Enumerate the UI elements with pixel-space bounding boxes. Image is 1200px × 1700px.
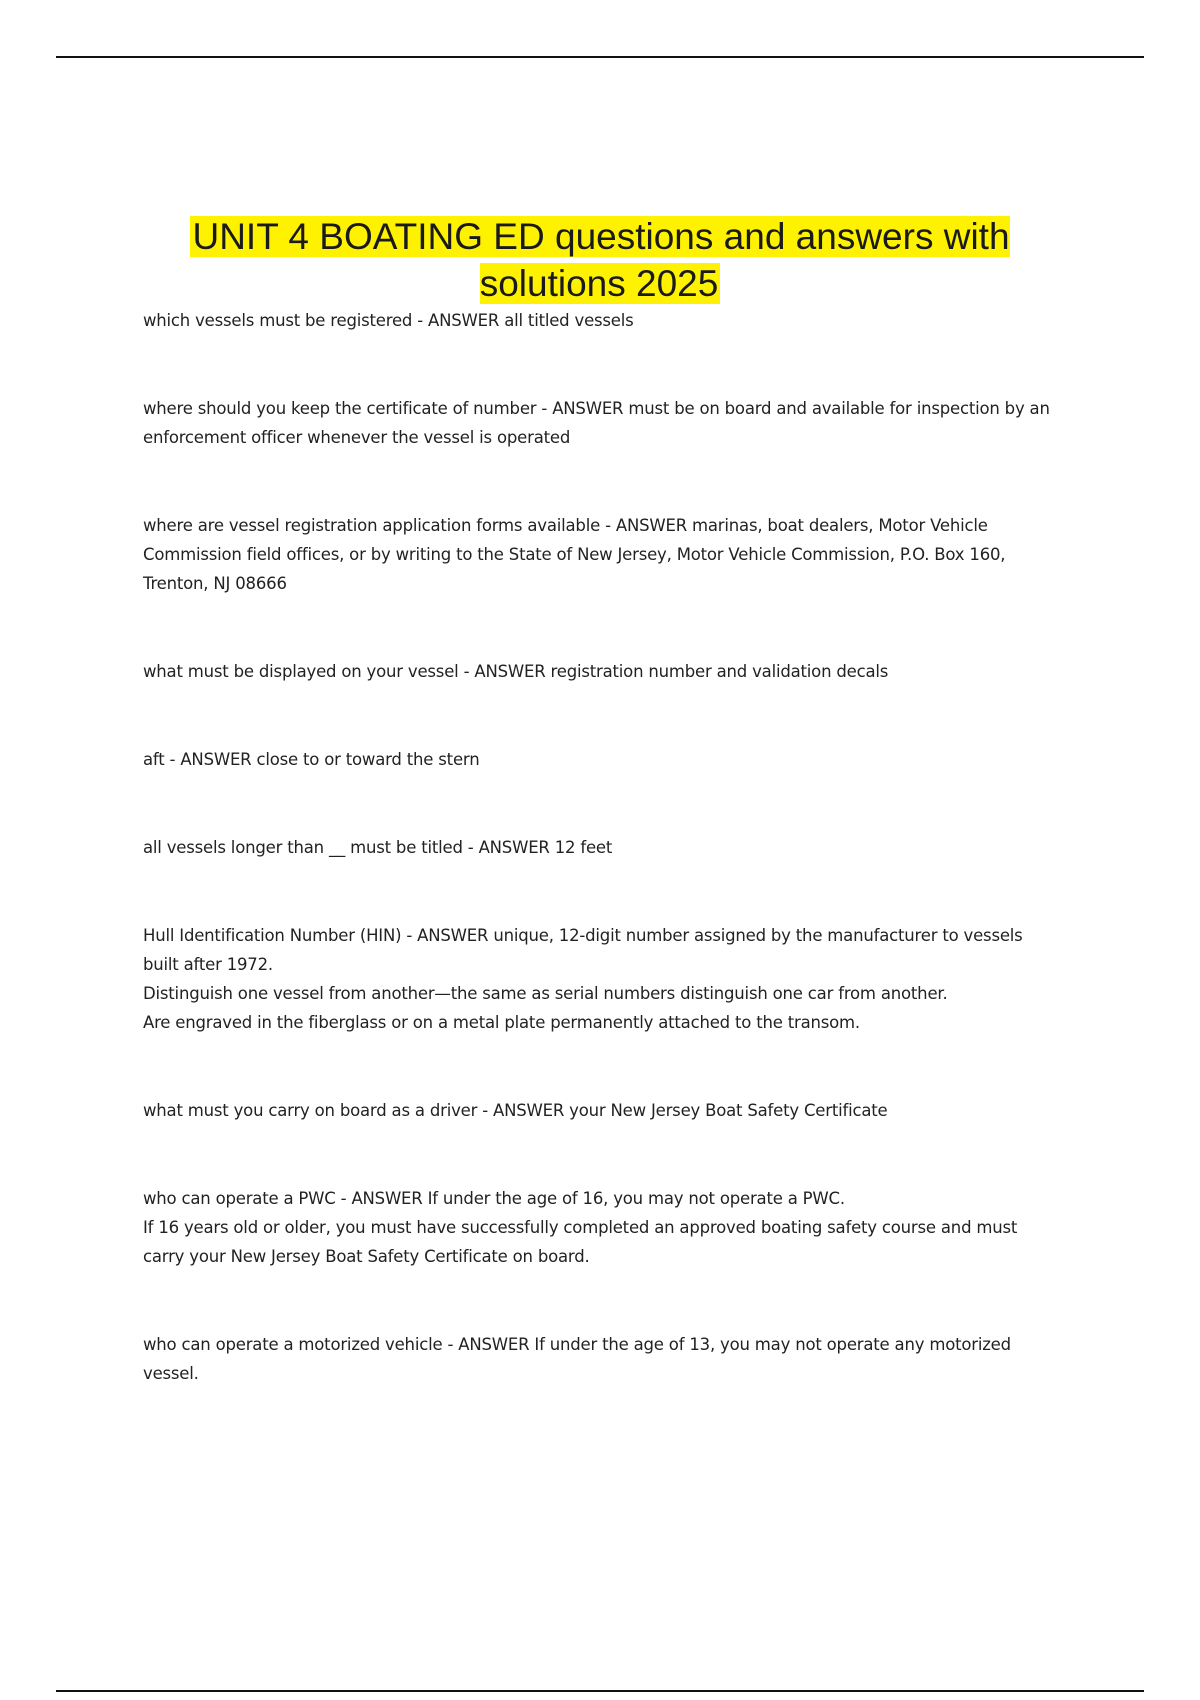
- qa-item-detail: Distinguish one vessel from another—the same as serial numbers distinguish one car from another.: [143, 984, 948, 1003]
- top-rule: [56, 56, 1144, 58]
- qa-item: aft - ANSWER close to or toward the stern: [143, 750, 480, 769]
- qa-item: all vessels longer than __ must be titled - ANSWER 12 feet: [143, 838, 613, 857]
- qa-item-detail: If 16 years old or older, you must have successfully completed an approved boating safety course and must carry your New Jersey Boat Safety Certificate on board.: [143, 1218, 1018, 1266]
- qa-item: where should you keep the certificate of number - ANSWER must be on board and available for inspection by an enforcement officer whenever the vessel is operated: [143, 399, 1050, 447]
- qa-item-detail: Are engraved in the fiberglass or on a metal plate permanently attached to the transom.: [143, 1013, 860, 1032]
- bottom-rule: [56, 1690, 1144, 1692]
- qa-item: what must be displayed on your vessel - ANSWER registration number and validation decals: [143, 662, 889, 681]
- qa-item: Hull Identification Number (HIN) - ANSWER unique, 12-digit number assigned by the manufacturer to vessels built after 1972.: [143, 926, 1023, 974]
- title-highlight: UNIT 4 BOATING ED questions and answers with solutions 2025: [192, 216, 1010, 304]
- qa-content: [143, 306, 1063, 1388]
- qa-item: what must you carry on board as a driver - ANSWER your New Jersey Boat Safety Certificate: [143, 1101, 888, 1120]
- qa-item: which vessels must be registered - ANSWER all titled vessels: [143, 311, 634, 330]
- qa-item: who can operate a PWC - ANSWER If under the age of 16, you may not operate a PWC.: [143, 1189, 845, 1208]
- document-title: [150, 213, 1050, 307]
- qa-item: where are vessel registration application forms available - ANSWER marinas, boat dealers, Motor Vehicle Commission field offices, or by writing to the State of New Jersey, Motor Vehicle Commission, P.O. Box 160, Trenton, NJ 08666: [143, 516, 1006, 593]
- qa-item: who can operate a motorized vehicle - ANSWER If under the age of 13, you may not operate any motorized vessel.: [143, 1335, 1011, 1383]
